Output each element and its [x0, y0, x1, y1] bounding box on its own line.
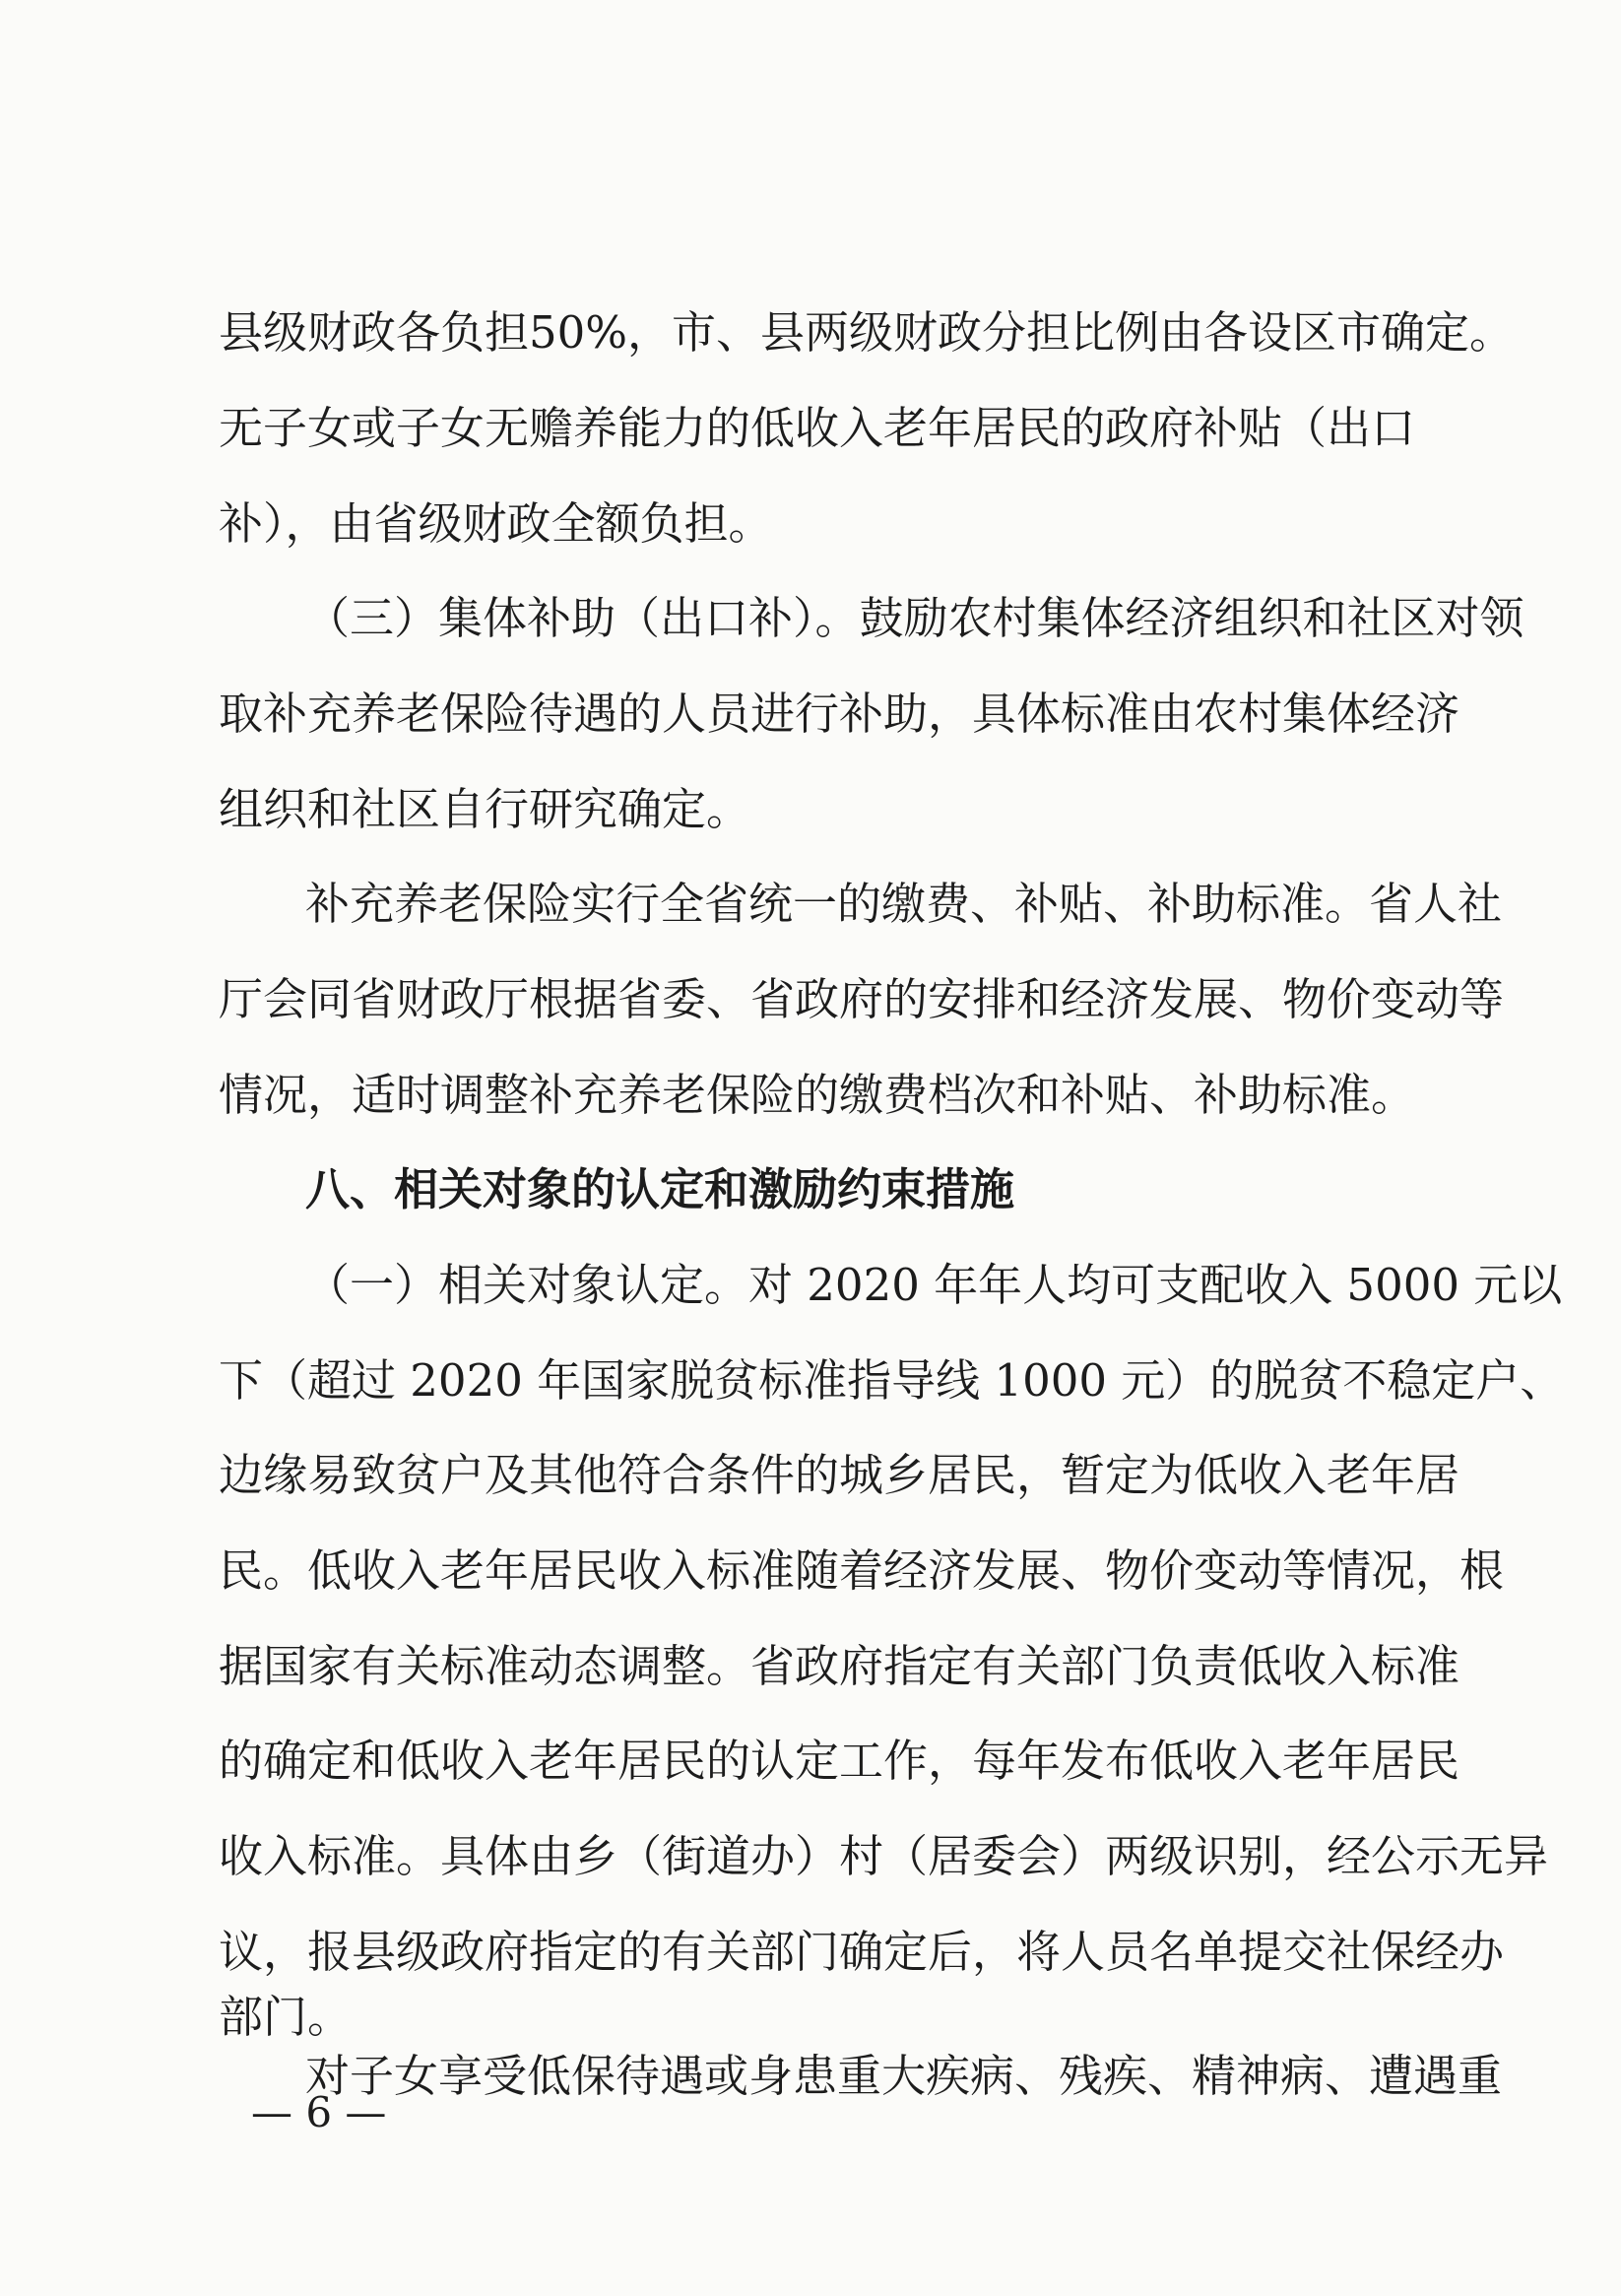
body-line-1: 县级财政各负担50%，市、县两级财政分担比例由各设区市确定。	[219, 306, 1515, 359]
body-line-16: 的确定和低收入老年居民的认定工作，每年发布低收入老年居民	[219, 1735, 1460, 1787]
body-line-7: 补充养老保险实行全省统一的缴费、补贴、补助标准。省人社	[305, 878, 1503, 930]
body-line-3: 补），由省级财政全额负担。	[219, 497, 773, 550]
body-line-9: 情况，适时调整补充养老保险的缴费档次和补贴、补助标准。	[219, 1069, 1416, 1121]
body-line-8: 厅会同省财政厅根据省委、省政府的安排和经济发展、物价变动等	[219, 973, 1505, 1025]
section-heading: 八、相关对象的认定和激励约束措施	[305, 1163, 1015, 1215]
page-number: — 6 —	[251, 2088, 387, 2136]
body-line-17: 收入标准。具体由乡（街道办）村（居委会）两级识别，经公示无异	[219, 1830, 1549, 1882]
body-line-20: 对子女享受低保待遇或身患重大疾病、残疾、精神病、遭遇重	[305, 2050, 1503, 2102]
body-line-4: （三）集体补助（出口补）。鼓励农村集体经济组织和社区对领	[305, 592, 1524, 644]
body-line-15: 据国家有关标准动态调整。省政府指定有关部门负责低收入标准	[219, 1640, 1460, 1692]
body-line-2: 无子女或子女无赡养能力的低收入老年居民的政府补贴（出口	[219, 402, 1416, 454]
body-line-13: 边缘易致贫户及其他符合条件的城乡居民，暂定为低收入老年居	[219, 1449, 1460, 1501]
body-line-5: 取补充养老保险待遇的人员进行补助，具体标准由农村集体经济	[219, 688, 1460, 740]
body-line-19: 部门。	[219, 1991, 353, 2043]
body-line-6: 组织和社区自行研究确定。	[219, 783, 751, 835]
body-line-12: 下（超过 2020 年国家脱贫标准指导线 1000 元）的脱贫不稳定户、	[219, 1354, 1565, 1407]
body-line-11: （一）相关对象认定。对 2020 年年人均可支配收入 5000 元以	[305, 1259, 1563, 1311]
body-line-18: 议，报县级政府指定的有关部门确定后，将人员名单提交社保经办	[219, 1926, 1505, 1978]
body-line-14: 民。低收入老年居民收入标准随着经济发展、物价变动等情况，根	[219, 1544, 1505, 1597]
